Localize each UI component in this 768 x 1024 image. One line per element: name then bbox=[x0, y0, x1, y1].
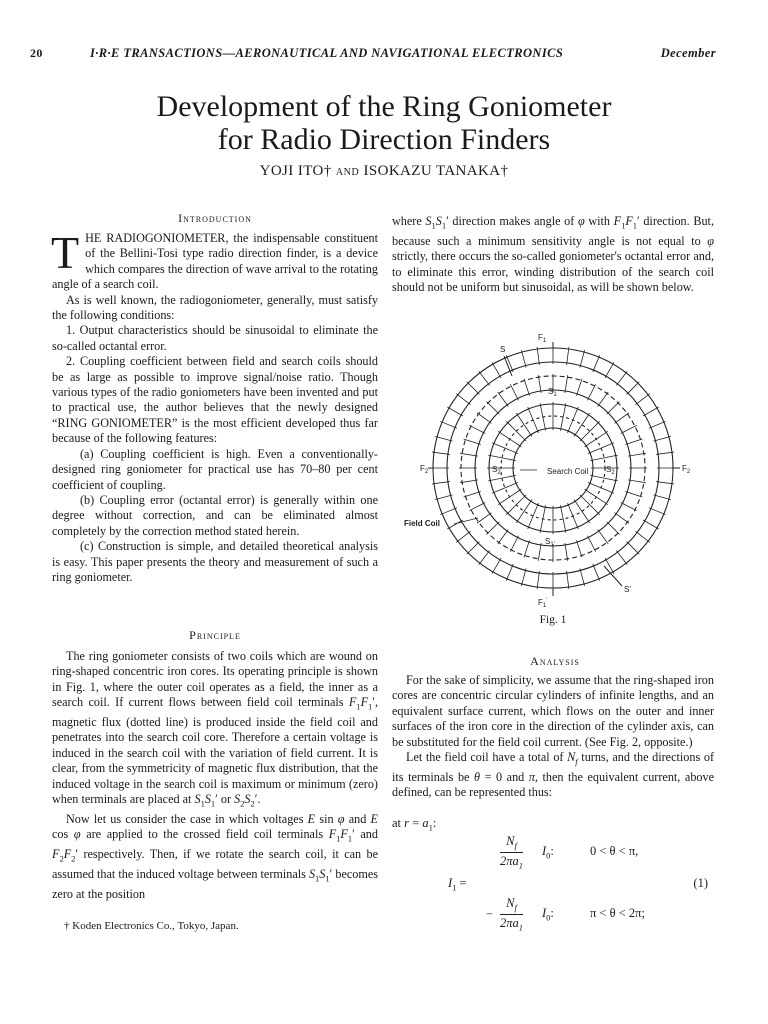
condition-1: 0 < θ < π, bbox=[590, 844, 639, 858]
author-1: YOJI ITO† bbox=[259, 163, 332, 179]
field-winding-tick bbox=[440, 421, 457, 428]
field-winding-tick bbox=[440, 508, 457, 515]
field-inner-tick bbox=[598, 392, 609, 407]
field-winding-tick bbox=[567, 571, 569, 589]
analysis-heading: Analysis bbox=[530, 654, 580, 668]
field-winding-tick bbox=[643, 520, 659, 529]
field-coil-label: Field Coil bbox=[404, 519, 440, 528]
S2-label: $S_2$ bbox=[492, 465, 501, 476]
S-prime-lead bbox=[604, 566, 622, 586]
analysis-section bbox=[392, 673, 714, 801]
figure-1 bbox=[392, 328, 714, 618]
field-inner-tick bbox=[628, 480, 646, 483]
paper-title bbox=[0, 90, 768, 156]
search-winding-tick bbox=[516, 500, 532, 523]
fraction-top: $\frac{N_f}{2\pi a_1}$ bbox=[500, 834, 524, 870]
field-inner-tick bbox=[588, 536, 596, 552]
field-inner-tick bbox=[524, 379, 530, 396]
field-inner-tick bbox=[469, 425, 485, 433]
S1-label: $S_1$ bbox=[548, 387, 557, 398]
title-line-1: Development of the Ring Goniometer bbox=[156, 90, 612, 123]
search-winding-tick bbox=[580, 421, 600, 441]
field-inner-tick bbox=[524, 540, 530, 557]
title-line-2: for Radio Direction Finders bbox=[217, 123, 551, 156]
field-inner-tick bbox=[498, 392, 509, 407]
field-inner-tick bbox=[625, 491, 642, 497]
analysis-paragraph-1: For the sake of simplicity, we assume that the ring-shaped iron cores are concentric circular cylinders of infinite lengths, and an equivalent surface current, which flows on the outer and inner surfaces of the iron core in the direction of the cylinder axis, can be substituted for the field coil current. (See Fig. 2, opposite.) bbox=[392, 673, 714, 749]
field-winding-tick bbox=[656, 452, 674, 454]
principle-paragraph-2: Now let us consider the case in which voltages E sin φ and E cos φ are applied to the crossed field coil terminals $F_1F_1'$ and $F_2F_2'$ respectively. Then, if we rotate the search coil, it can be assumed that the induced voltage between terminals $S_1S_1'$ becomes zero at the position bbox=[52, 811, 379, 901]
field-inner-tick bbox=[477, 513, 492, 524]
field-inner-tick bbox=[576, 379, 582, 396]
F2-prime-label: $F_2$ bbox=[682, 464, 691, 475]
field-winding-tick bbox=[643, 407, 659, 416]
field-inner-tick bbox=[607, 522, 620, 535]
field-inner-tick bbox=[477, 413, 492, 424]
field-inner-tick bbox=[598, 529, 609, 544]
author-conjunction: AND bbox=[335, 167, 360, 178]
fraction-bottom: $\frac{N_f}{2\pi a_1}$ bbox=[500, 896, 524, 932]
field-winding-tick bbox=[537, 347, 539, 365]
field-inner-tick bbox=[614, 513, 629, 524]
search-winding-tick bbox=[498, 431, 521, 447]
S-label: S bbox=[500, 345, 506, 354]
field-winding-tick bbox=[521, 350, 526, 367]
field-winding-tick bbox=[432, 482, 450, 484]
ring-goniometer-diagram bbox=[392, 328, 714, 618]
author-2: ISOKAZU TANAKA† bbox=[363, 163, 509, 179]
field-inner-tick bbox=[607, 402, 620, 415]
search-winding-tick bbox=[528, 503, 539, 529]
field-inner-tick bbox=[487, 402, 500, 415]
field-winding-tick bbox=[653, 436, 670, 441]
F1-prime-label: $F_1'$ bbox=[538, 598, 548, 609]
page-number: 20 bbox=[30, 46, 43, 60]
field-inner-tick bbox=[464, 439, 481, 445]
field-winding-tick bbox=[627, 542, 640, 555]
field-inner-tick bbox=[625, 439, 642, 445]
field-winding-tick bbox=[492, 558, 501, 574]
search-winding-tick bbox=[498, 489, 521, 505]
F1-label: $F_1$ bbox=[538, 333, 547, 344]
search-winding-tick bbox=[568, 503, 579, 529]
equation-1: $\frac{N_f}{2\pi a_1}$ $I_0$: 0 < θ < π, $I_1$ = (1) − $\frac{N_f}{2\pi a_1}$ $I_0$: π < θ < 2π; bbox=[448, 834, 708, 932]
search-winding-tick bbox=[492, 483, 518, 494]
search-winding-tick bbox=[574, 500, 590, 523]
field-inner-tick bbox=[498, 529, 509, 544]
field-winding-tick bbox=[616, 371, 627, 385]
F2-label: $F_2$ bbox=[420, 464, 429, 475]
field-inner-tick bbox=[510, 536, 518, 552]
search-winding-tick bbox=[516, 413, 532, 436]
introduction-section bbox=[51, 227, 378, 585]
footnote: † Koden Electronics Co., Tokyo, Japan. bbox=[64, 920, 239, 932]
field-winding-tick bbox=[456, 394, 470, 405]
S1-prime-label: $S_{1'}$ bbox=[545, 537, 555, 548]
field-winding-tick bbox=[593, 355, 600, 372]
S-prime-label: S' bbox=[624, 585, 631, 594]
field-inner-tick bbox=[565, 375, 568, 393]
search-winding-tick bbox=[540, 505, 545, 532]
equation-lead: at $r = a_1$: bbox=[392, 816, 437, 833]
right-column-continuation: where $S_1S_1'$ direction makes angle of φ with $F_1F_1'$ direction. But, because such a minimum sensitivity angle is not equal to φ strictly, there occurs the so-called goniometer's octantal error and, to eliminate this error, winding distribution of the search coil should not be uniform but sinusoidal, as will be shown below. bbox=[392, 214, 714, 295]
field-inner-tick bbox=[460, 453, 478, 456]
condition-2: 2. Coupling coefficient between field and search coils should be as large as possible to improve signal/noise ratio. Though various types of the radio goniometers have been invented and put to practical use, the author believes that the newly designed “RING GONIOMETER” is the most efficient developed thus far because of the following features: bbox=[52, 354, 378, 446]
field-inner-tick bbox=[621, 503, 637, 511]
field-coil-pointer bbox=[454, 518, 478, 524]
field-winding-tick bbox=[605, 558, 614, 574]
field-inner-tick bbox=[621, 425, 637, 433]
field-winding-tick bbox=[580, 568, 585, 585]
field-winding-tick bbox=[435, 436, 452, 441]
field-winding-tick bbox=[567, 347, 569, 365]
field-winding-tick bbox=[653, 495, 670, 500]
field-inner-tick bbox=[576, 540, 582, 557]
condition-1: 1. Output characteristics should be sinusoidal to eliminate the so-called octantal error. bbox=[52, 323, 378, 353]
search-winding-tick bbox=[506, 495, 526, 515]
field-winding-tick bbox=[537, 571, 539, 589]
search-winding-tick bbox=[588, 443, 614, 454]
field-winding-tick bbox=[521, 568, 526, 585]
search-winding-tick bbox=[568, 407, 579, 433]
field-winding-tick bbox=[506, 564, 513, 581]
field-winding-tick bbox=[593, 564, 600, 581]
field-winding-tick bbox=[656, 482, 674, 484]
field-winding-tick bbox=[627, 382, 640, 395]
field-inner-tick bbox=[565, 543, 568, 561]
field-winding-tick bbox=[636, 394, 650, 405]
equation-number: (1) bbox=[693, 876, 708, 890]
field-winding-tick bbox=[649, 421, 666, 428]
field-winding-tick bbox=[636, 531, 650, 542]
intro-paragraph-1: T HE RADIOGONIOMETER, the indispensable constituent of the Bellini-Tosi type radio direction finder, is a device which compares the direction of wave arrival to the rotating angle of a search coil. bbox=[51, 227, 378, 292]
search-winding-tick bbox=[528, 407, 539, 433]
principle-heading: Principle bbox=[189, 628, 241, 642]
field-winding-tick bbox=[447, 520, 463, 529]
field-inner-tick bbox=[538, 375, 541, 393]
field-winding-tick bbox=[580, 350, 585, 367]
feature-c: (c) Construction is simple, and detailed theoretical analysis is easy. This paper presents the theory and measurement of such a ring goniometer. bbox=[52, 539, 378, 584]
field-winding-tick bbox=[605, 362, 614, 378]
field-inner-tick bbox=[510, 384, 518, 400]
intro-paragraph-2: As is well known, the radiogoniometer, generally, must satisfy the following conditions: bbox=[52, 292, 378, 323]
field-inner-tick bbox=[460, 480, 478, 483]
feature-b: (b) Coupling error (octantal error) is generally within one degree without correction, and can be eliminated almost completely by the correction method stated herein. bbox=[52, 492, 378, 538]
search-winding-tick bbox=[506, 421, 526, 441]
principle-paragraph-1: The ring goniometer consists of two coils which are wound on ring-shaped concentric iron cores. Its operating principle is shown in Fig. 1, where the outer coil operates as a field, the inner as a search coil. If current flows between field coil terminals $F_1F_1'$, magnetic flux (dotted line) is produced inside the field coil and penetrates into the search coil core. Therefore a certain voltage is induced in the search coil with the variation of field current. It is clear, from the symmetricity of magnetic flux distribution, that the induced voltage in the search coil is maximum or minimum (zero) when terminals are placed at $S_1S_1'$ or $S_2S_2'$. bbox=[52, 649, 378, 809]
field-winding-tick bbox=[467, 382, 480, 395]
field-winding-tick bbox=[479, 371, 490, 385]
field-inner-tick bbox=[614, 413, 629, 424]
field-winding-tick bbox=[616, 551, 627, 565]
field-inner-tick bbox=[469, 503, 485, 511]
field-winding-tick bbox=[479, 551, 490, 565]
field-inner-tick bbox=[588, 384, 596, 400]
field-inner-tick bbox=[487, 522, 500, 535]
search-winding-tick bbox=[588, 483, 614, 494]
search-winding-tick bbox=[574, 413, 590, 436]
field-inner-tick bbox=[464, 491, 481, 497]
condition-2: π < θ < 2π; bbox=[590, 906, 645, 920]
introduction-heading: Introduction bbox=[178, 211, 252, 225]
analysis-paragraph-2: Let the field coil have a total of $N_f$ turns, and the directions of its terminals be θ = 0 and π, then the equivalent current, above defined, can be represented thus: bbox=[392, 750, 715, 800]
search-winding-tick bbox=[492, 443, 518, 454]
field-inner-tick bbox=[628, 453, 646, 456]
field-inner-tick bbox=[538, 543, 541, 561]
field-winding-tick bbox=[435, 495, 452, 500]
S2-prime-label: $S_2$ bbox=[606, 465, 615, 476]
drop-cap: T bbox=[51, 227, 80, 278]
issue-month: December bbox=[660, 46, 716, 60]
field-winding-tick bbox=[432, 452, 450, 454]
search-winding-tick bbox=[585, 431, 608, 447]
search-winding-tick bbox=[585, 489, 608, 505]
field-winding-tick bbox=[447, 407, 463, 416]
principle-section bbox=[52, 649, 378, 902]
running-header bbox=[30, 44, 716, 64]
field-winding-tick bbox=[649, 508, 666, 515]
search-coil-label: Search Coil bbox=[547, 467, 589, 476]
field-winding-tick bbox=[456, 531, 470, 542]
equation-lhs: $I_1$ = bbox=[448, 876, 467, 893]
feature-a: (a) Coupling coefficient is high. Even a conventionally-designed ring goniometer for practical use has 70–80 per cent coefficient of coupling. bbox=[52, 446, 378, 492]
field-winding-tick bbox=[467, 542, 480, 555]
author-line bbox=[0, 163, 768, 180]
field-winding-tick bbox=[492, 362, 501, 378]
journal-name: I·R·E TRANSACTIONS—AERONAUTICAL AND NAVIGATIONAL ELECTRONICS bbox=[90, 46, 564, 60]
figure-caption: Fig. 1 bbox=[539, 614, 567, 626]
search-winding-tick bbox=[580, 495, 600, 515]
